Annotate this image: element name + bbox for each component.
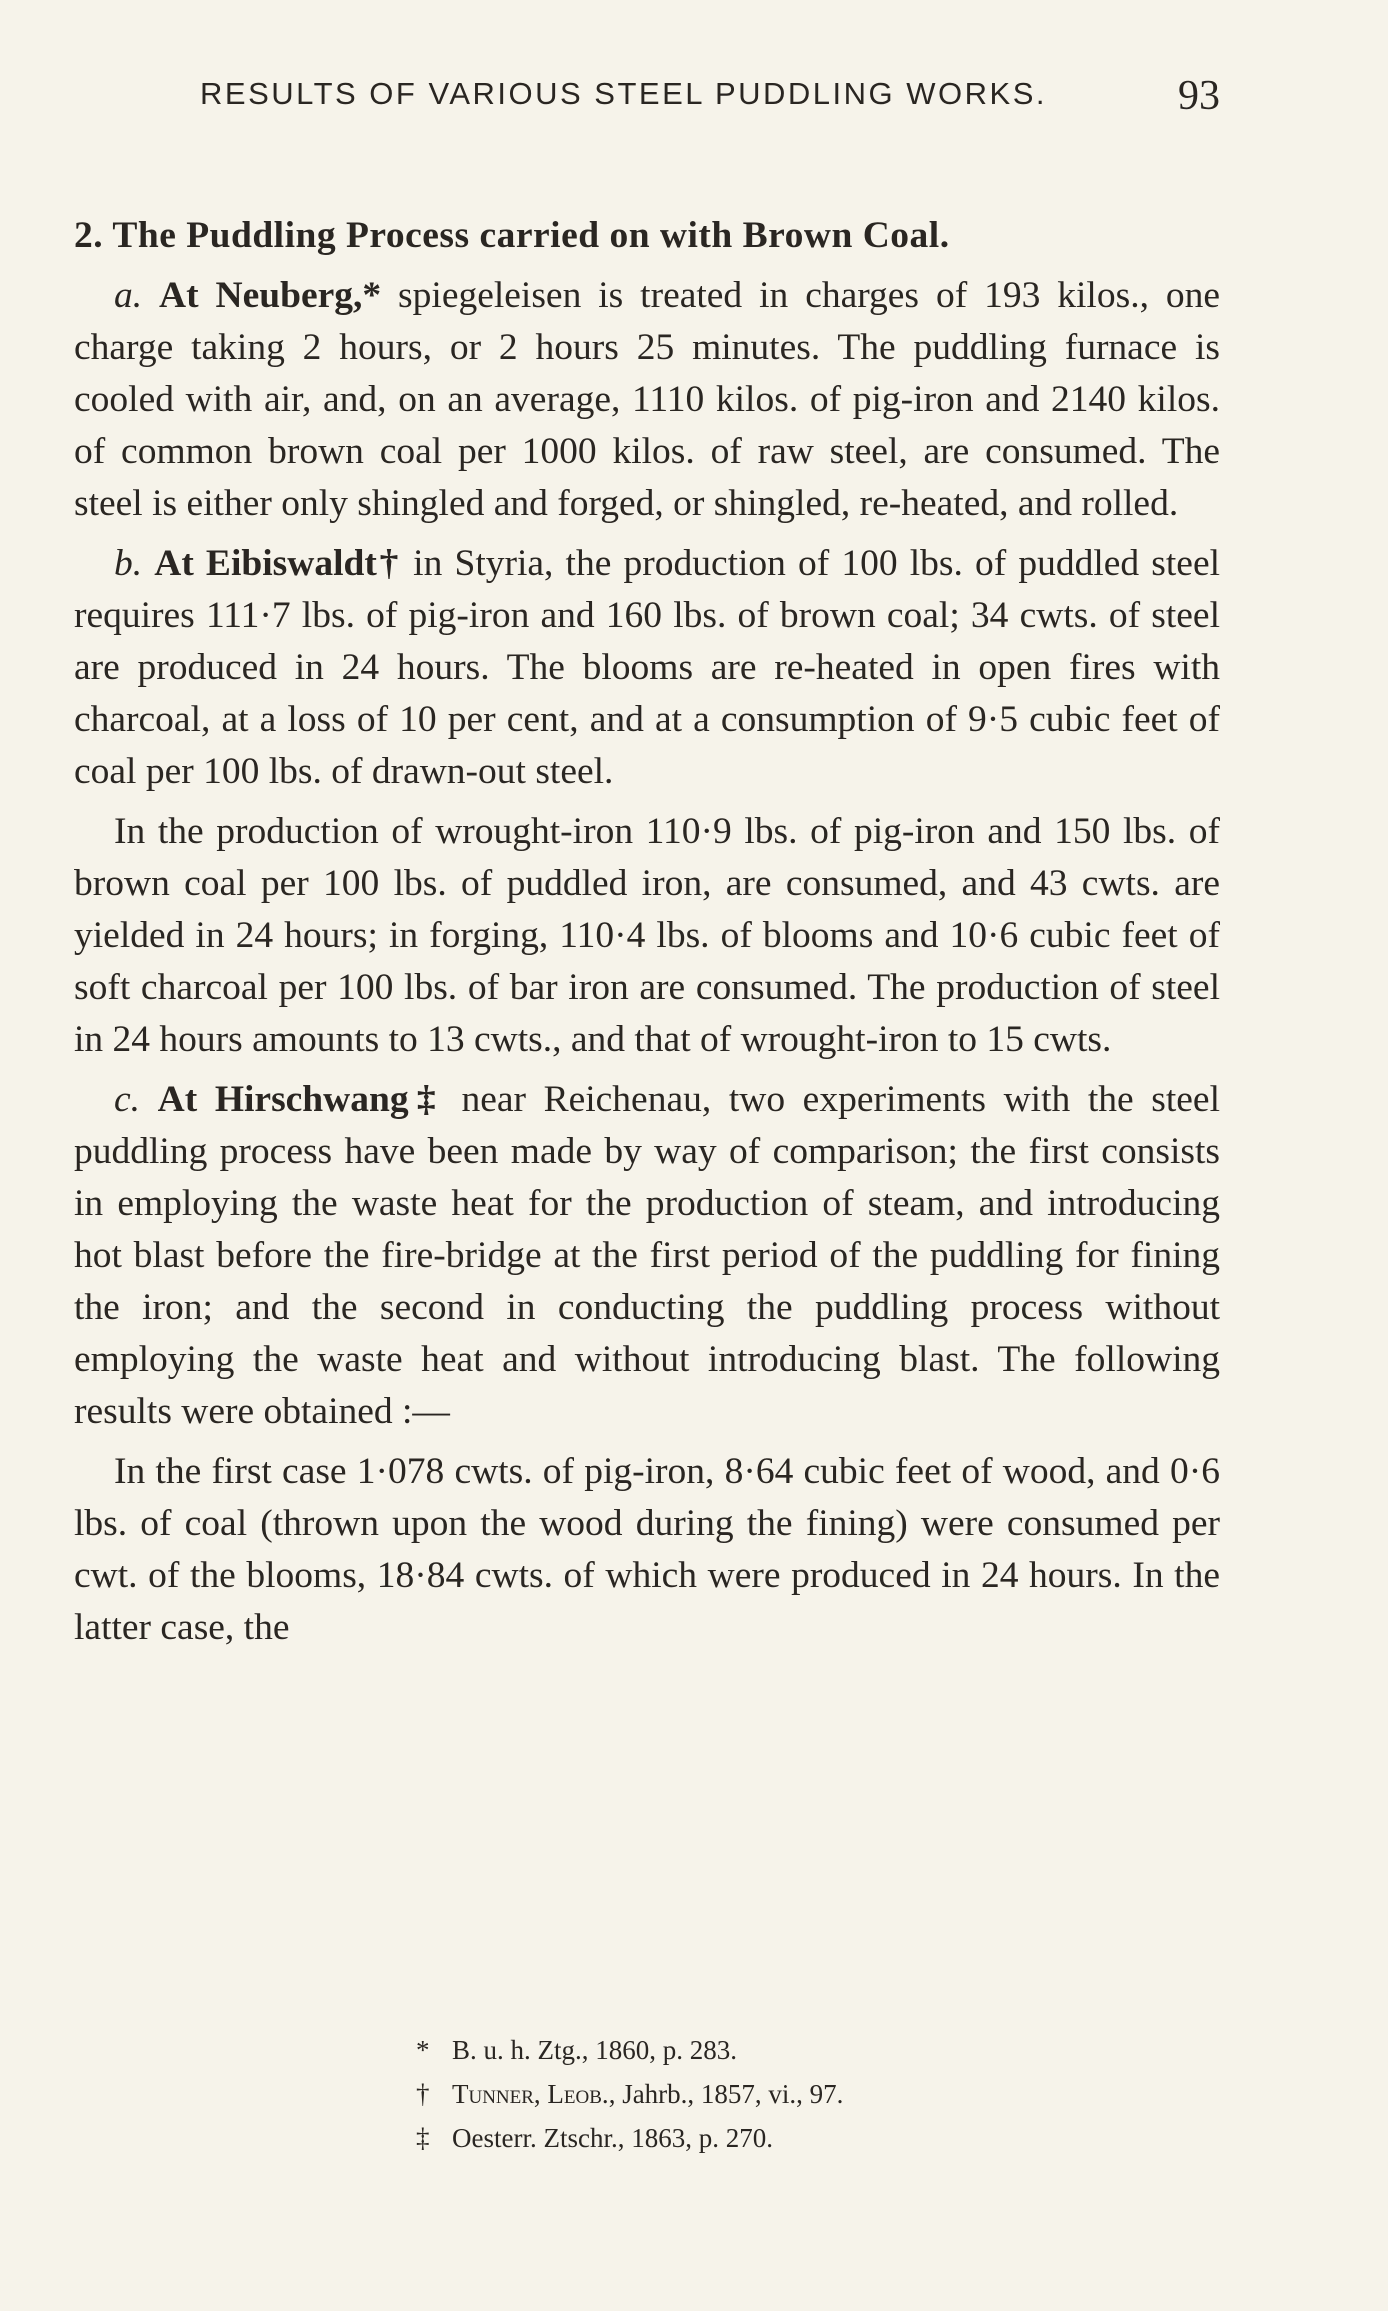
body-text — [74, 210, 1220, 1662]
footnote-2-mark: † — [416, 2079, 430, 2109]
footnote-1-mark: * — [416, 2035, 430, 2065]
paragraph-a-letter: a. — [114, 275, 143, 316]
footnote-1-text: B. u. h. Ztg., 1860, p. 283. — [452, 2035, 738, 2065]
paragraph-c-text: near Reichenau, two experiments with the steel puddling process have been made by way of comparison; the first consists in employing the waste heat for the production of steam, and introducing hot blast before the fire-bridge at the first period of the puddling for fining the iron; and the second in conducting the puddling process without employing the waste heat and without introducing blast. The following results were obtained :— — [74, 1079, 1220, 1432]
paragraph-c-lead: At Hirschwang‡ — [157, 1079, 444, 1120]
footnote-2 — [416, 2072, 843, 2116]
page-number: 93 — [1178, 73, 1220, 119]
footnote-3-text: Oesterr. Ztschr., 1863, p. 270. — [452, 2123, 773, 2153]
paragraph-c — [74, 1074, 1220, 1438]
paragraph-b-text: in Styria, the production of 100 lbs. of puddled steel requires 111·7 lbs. of pig-iron and 160 lbs. of brown coal; 34 cwts. of steel are produced in 24 hours. The blooms are re-heated in open fires with charcoal, at a loss of 10 per cent, and at a consumption of 9·5 cubic feet of coal per 100 lbs. of drawn-out steel. — [74, 543, 1221, 792]
running-title: RESULTS OF VARIOUS STEEL PUDDLING WORKS. — [200, 76, 1047, 111]
footnote-1 — [416, 2028, 737, 2072]
paragraph-c-continued: In the first case 1·078 cwts. of pig-iron, 8·64 cubic feet of wood, and 0·6 lbs. of coal (thrown upon the wood during the fining) were consumed per cwt. of the blooms, 18·84 cwts. of which were produced in 24 hours. In the latter case, the — [74, 1451, 1220, 1648]
paragraph-b-lead: At Eibiswaldt† — [154, 543, 402, 584]
section-heading: 2. The Puddling Process carried on with Brown Coal. — [74, 215, 950, 256]
paragraph-a-lead: At Neuberg,* — [159, 275, 382, 316]
footnote-2-text: , Jahrb., 1857, vi., 97. — [608, 2079, 844, 2109]
paragraph-a-text: spiegeleisen is treated in charges of 193 kilos., one charge taking 2 hours, or 2 hours 25 minutes. The puddling furnace is cooled with air, and, on an average, 1110 kilos. of pig-iron and 2140 kilos. of common brown coal per 1000 kilos. of raw steel, are consumed. The steel is either only shingled and forged, or shingled, re-heated, and rolled. — [74, 275, 1221, 524]
footnote-2-author: Tunner, Leob. — [452, 2079, 609, 2109]
footnote-3 — [416, 2116, 773, 2160]
paragraph-b — [74, 538, 1220, 798]
footnote-3-mark: ‡ — [416, 2123, 430, 2153]
paragraph-b-continued: In the production of wrought-iron 110·9 lbs. of pig-iron and 150 lbs. of brown coal per 100 lbs. of puddled iron, are consumed, and 43 cwts. are yielded in 24 hours; in forging, 110·4 lbs. of blooms and 10·6 cubic feet of soft charcoal per 100 lbs. of bar iron are consumed. The production of steel in 24 hours amounts to 13 cwts., and that of wrought-iron to 15 cwts. — [74, 811, 1220, 1060]
paragraph-c-letter: c. — [114, 1079, 141, 1120]
running-head — [0, 70, 1388, 130]
paragraph-b-letter: b. — [114, 543, 143, 584]
paragraph-a — [74, 270, 1220, 530]
